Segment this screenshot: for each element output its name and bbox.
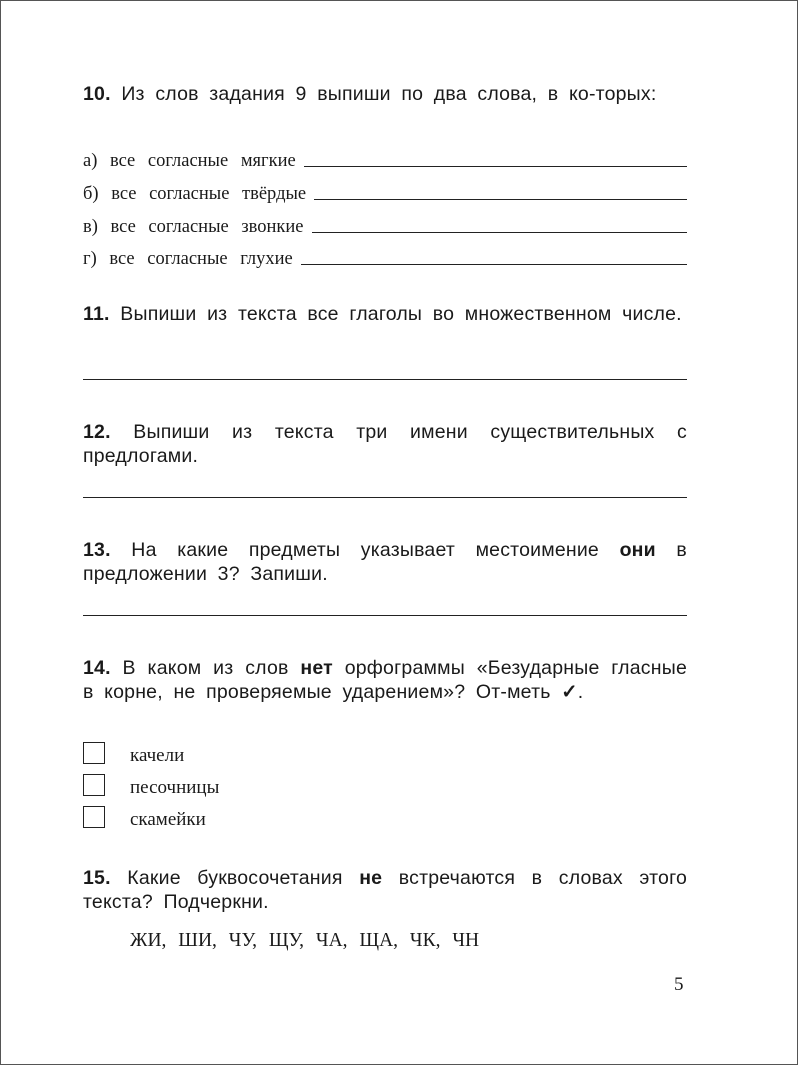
task-14-question: [83, 656, 687, 704]
task-13: [83, 538, 687, 586]
task-10-option-b: [83, 179, 687, 205]
task-13-text-after: в предложении 3? Запиши.: [83, 539, 687, 585]
option-label: г) все согласные глухие: [83, 249, 293, 269]
task-11: [83, 302, 687, 326]
task-12-number: 12.: [83, 421, 111, 443]
task-15-letter-combinations[interactable]: ЖИ, ШИ, ЧУ, ЩУ, ЧА, ЩА, ЧК, ЧН: [130, 930, 480, 951]
task-15-text-after: встречаются в словах этого текста? Подчеркни.: [83, 867, 688, 913]
task-14-option-2: [83, 772, 105, 798]
task-15-text-before: Какие буквосочетания: [127, 867, 343, 889]
checkmark-icon: ✓: [561, 681, 578, 703]
answer-line[interactable]: [304, 166, 687, 167]
option-label: в) все согласные звонкие: [83, 217, 304, 237]
task-10-text: Из слов задания 9 выпиши по два слова, в ко-торых:: [121, 83, 657, 105]
task-10-question: [83, 82, 687, 106]
checkbox[interactable]: [83, 774, 105, 796]
task-15-number: 15.: [83, 867, 111, 889]
task-14-end: .: [577, 681, 584, 703]
task-11-text: Выпиши из текста все глаголы во множественном числе.: [120, 303, 682, 325]
answer-line[interactable]: [301, 264, 687, 265]
task-14-option-1: [83, 740, 105, 766]
task-14: [83, 656, 687, 704]
task-14-option-2-label: песочницы: [130, 777, 220, 798]
task-13-answer-line[interactable]: [83, 615, 687, 616]
task-14-text-after: орфограммы «Безударные гласные в корне, не проверяемые ударением»? От-меть: [83, 657, 687, 703]
task-12-answer-line[interactable]: [83, 497, 687, 498]
task-11-question: [83, 302, 687, 326]
task-12-text: Выпиши из текста три имени существительных с предлогами.: [83, 421, 687, 467]
task-14-number: 14.: [83, 657, 111, 679]
task-12-question: [83, 420, 687, 468]
answer-line[interactable]: [314, 199, 687, 200]
option-label: б) все согласные твёрдые: [83, 184, 307, 204]
task-15: [83, 866, 687, 914]
checkbox[interactable]: [83, 742, 105, 764]
page-number: 5: [674, 974, 684, 995]
checkbox[interactable]: [83, 806, 105, 828]
task-10: [83, 82, 687, 106]
option-label: а) все согласные мягкие: [83, 151, 296, 171]
task-14-option-1-label: качели: [130, 745, 185, 766]
task-12: [83, 420, 687, 468]
task-14-text-before: В каком из слов: [122, 657, 289, 679]
task-13-text-before: На какие предметы указывает местоимение: [131, 539, 599, 561]
task-14-bold-word: нет: [300, 657, 333, 679]
task-14-option-3-label: скамейки: [130, 809, 206, 830]
task-13-question: [83, 538, 687, 586]
task-10-option-d: [83, 244, 687, 270]
task-15-question: [83, 866, 687, 914]
task-10-option-c: [83, 212, 687, 238]
task-11-answer-line[interactable]: [83, 379, 687, 380]
task-10-option-a: [83, 146, 687, 172]
task-13-number: 13.: [83, 539, 111, 561]
task-11-number: 11.: [83, 303, 110, 325]
task-15-bold-word: не: [359, 867, 383, 889]
task-10-number: 10.: [83, 83, 111, 105]
answer-line[interactable]: [312, 232, 687, 233]
task-13-bold-word: они: [619, 539, 656, 561]
task-14-option-3: [83, 804, 105, 830]
